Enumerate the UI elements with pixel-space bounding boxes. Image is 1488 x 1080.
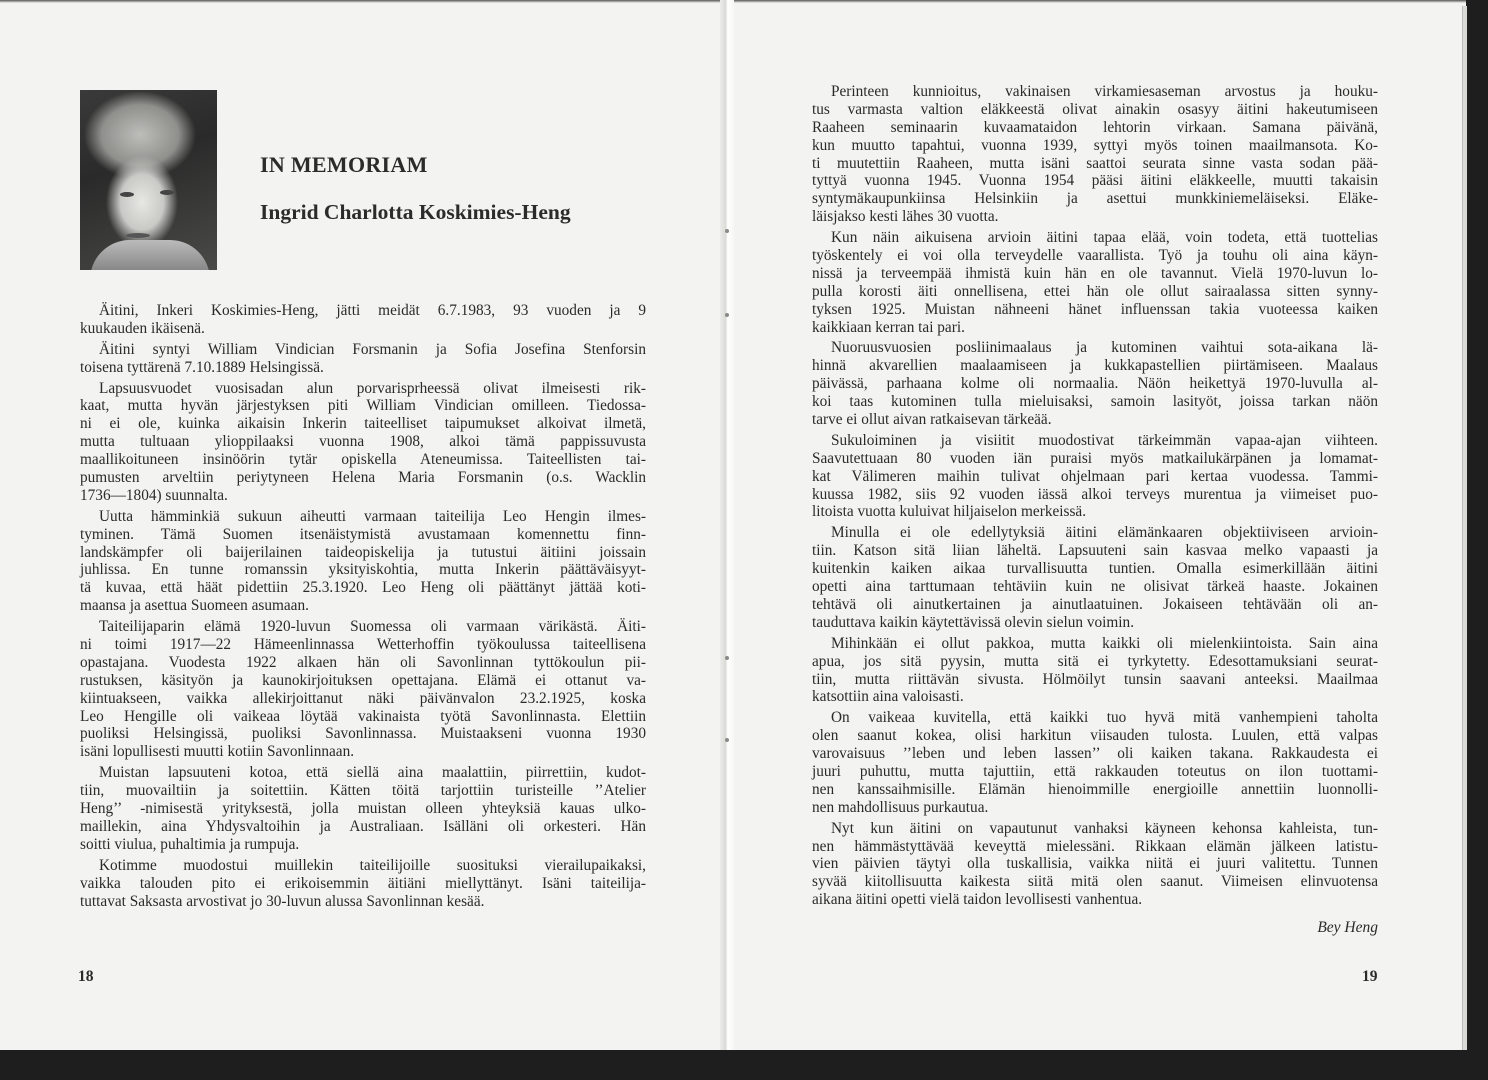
text-line: ni toimi 1917—22 Hämeenlinnassa Wetterhoffin työkoulussa taiteellisena (80, 636, 646, 654)
text-line: tauduttava kaikin käytettävissä olevin sielun voimin. (812, 613, 1135, 631)
text-line: tiin, mutta riittävän sivusta. Hölmöilyt tunsin saavani anteeksi. Maailmaa (812, 670, 1378, 688)
staple-mark (725, 229, 729, 233)
text-line: Nuoruusvuosien posliinimaalaus ja kutominen vaihtui sota-aikana lä- (831, 339, 1378, 357)
portrait-eye (120, 192, 134, 197)
text-line: koi taas kutominen tulla mieluisaksi, samoin lasityöt, joissa tarkan näön (812, 393, 1378, 411)
paragraph (812, 635, 1378, 707)
text-line: puoliksi Helsingissä, puoliksi Savonlinnassa. Muistaakseni vuonna 1930 (80, 725, 646, 743)
paragraph (812, 83, 1378, 226)
paragraph (812, 339, 1378, 428)
text-line: kat Välimeren maihin tulivat ohjelmaan pari kertaa vuodessa. Tammi- (812, 467, 1378, 485)
text-line: Lapsuusvuodet vuosisadan alun porvarisprheessä olivat ilmeisesti rik- (99, 379, 646, 397)
text-line: nen kanssaihmisille. Elämän hienoimmille energioille annettiin luonnolli- (812, 780, 1378, 798)
text-line: opastajana. Vuodesta 1922 alkaen hän oli Savonlinnan tyttökoulun pii- (80, 653, 646, 671)
paragraph (80, 857, 646, 911)
text-line: Minulla ei ole edellytyksiä äitini elämänkaaren objektiiviseen arvioin- (831, 524, 1378, 542)
text-line: Raaheen seminaarin kuvaamataidon lehtorin virkaan. Samana päivänä, (812, 118, 1378, 136)
staple-mark (725, 656, 729, 660)
subject-name: Ingrid Charlotta Koskimies-Heng (260, 200, 571, 224)
author-signature: Bey Heng (1317, 919, 1378, 936)
text-line: Saavutettuaan 80 vuoden iän puraisi myös matkailukärpänen ja lomamat- (812, 449, 1378, 467)
text-line: läisjakso kesti lähes 30 vuotta. (812, 208, 999, 226)
book-spine (720, 0, 734, 1050)
text-line: nen mahdollisuus purkautua. (812, 798, 989, 816)
text-line: varovaisuus ’’leben und leben lassen’’ oli kaiken takana. Rakkaudesta ei (812, 745, 1378, 763)
portrait-photo (80, 90, 217, 270)
text-line: tus varmasta valtion eläkkeestä olivat ainakin osasyy äitini hakeutumiseen (812, 100, 1378, 118)
text-line: pumusten arveltiin periytyneen Helena Maria Forsmanin (o.s. Wacklin (80, 469, 646, 487)
text-line: työskentely ei voi olla terveydelle vaarallista. Työ ja touhu oli aina käyn- (812, 247, 1378, 265)
text-line: pulla korosti äiti onnellisena, ettei hän ole ollut sairaalassa sitten synny- (812, 282, 1378, 300)
text-line: tä kuvaa, että häät pidettiin 25.3.1920. Leo Heng oli päättänyt jättää koti- (80, 579, 646, 597)
text-line: tyminen. Tämä Suomen itsenäistymistä avustamaan komennettu finn- (80, 525, 646, 543)
paragraph (812, 820, 1378, 909)
text-line: litoista vuotta kuluivat hiljaiselon merkeissä. (812, 503, 1087, 521)
paragraph (80, 764, 646, 853)
page-edge (1462, 6, 1467, 1050)
text-line: vaikka talouden pito ei erikoisemmin äitiäni miellyttänyt. Isäni taiteilija- (80, 874, 646, 892)
text-line: Äitini syntyi William Vindician Forsmanin ja Sofia Josefina Stenforsin (99, 340, 646, 358)
text-line: syntymäkaupunkiinsa Helsinkiin ja asettui munkkiniemeläiseksi. Eläke- (812, 190, 1378, 208)
text-line: toisena tyttärenä 7.10.1889 Helsingissä. (80, 358, 324, 376)
paragraph (80, 380, 646, 505)
text-line: juuri puhuttu, mutta tajuttiin, että rakkauden toteutus on ilon tuottami- (812, 762, 1378, 780)
text-line: Taiteilijaparin elämä 1920-luvun Suomessa oli varmaan värikästä. Äiti- (99, 618, 646, 636)
text-line: maillekin, aina Yhdysvaltoihin ja Australiaan. Isälläni oli orkesteri. Hän (80, 817, 646, 835)
text-line: Mihinkään ei ollut pakkoa, mutta kaikki oli mielenkiintoista. Sain aina (831, 634, 1378, 652)
text-line: vien päivien täytyi olla tuskallisia, vaikka niitä ei juuri valitettu. Tunnen (812, 855, 1378, 873)
text-line: tiin. Katson sitä liian läheltä. Lapsuuteni sain kasvaa melko vapaasti ja (812, 542, 1378, 560)
text-line: Muistan lapsuuteni kotoa, että siellä aina maalattiin, piirrettiin, kudot- (99, 764, 646, 782)
text-line: Kun näin aikuisena arvioin äitini tapaa elää, voin todeta, että tuottelias (831, 229, 1378, 247)
text-line: tarve ei ollut aivan ratkaisevan tärkeää. (812, 411, 1052, 429)
text-line: Nyt kun äitini on vapautunut vanhaksi käyneen kehonsa kahleista, tun- (831, 819, 1378, 837)
text-line: landskämpfer oli baijerilainen taideopiskelija ja tutustui äitiini joissain (80, 543, 646, 561)
text-line: apua, jos sitä pyysin, mutta sitä ei tyrkytetty. Edesottamuksiani seurat- (812, 652, 1378, 670)
text-line: kaat, mutta hyvän järjestyksen piti William Vindician omilleen. Tiedossa- (80, 397, 646, 415)
text-line: kuussa 1982, siis 92 vuoden iässä alkoi terveys murentua ja viimeiset puo- (812, 485, 1378, 503)
text-line: Kotimme muodostui muillekin taiteilijoille suosituksi vierailupaikaksi, (99, 856, 646, 874)
text-line: tyttyä vuonna 1945. Vuonna 1954 pääsi äitini eläkkeelle, muutti takaisin (812, 172, 1378, 190)
left-page-text (80, 302, 646, 910)
text-line: kuitenkin kaiken aikaa turvallisuutta tuntien. Omalla esimerkillään äitini (812, 560, 1378, 578)
text-line: rustuksen, käsityön ja kaunokirjoituksen opettajana. Elämä ei ottanut va- (80, 671, 646, 689)
staple-mark (725, 738, 729, 742)
text-line: kuukauden ikäisenä. (80, 319, 205, 337)
text-line: hinnä akvarellien maalaamiseen ja kukkapastellien piirtämiseen. Maalaus (812, 357, 1378, 375)
text-line: kaikkiaan kerran tai pari. (812, 318, 965, 336)
portrait-eye (160, 190, 174, 195)
text-line: maansa ja asettua Suomeen asumaan. (80, 597, 309, 615)
paragraph (812, 709, 1378, 816)
text-line: maallikoituneen insinöörin tytär opiskella Ateneumissa. Taiteellisten tai- (80, 451, 646, 469)
text-line: aikana äitini opetti vielä taidon levollisesti vanhentua. (812, 891, 1143, 909)
paragraph (80, 508, 646, 615)
text-line: syvää kiitollisuutta kaikesta siitä mitä olen saanut. Viimeisen elinvuotensa (812, 873, 1378, 891)
page-number-right: 19 (1362, 968, 1378, 985)
text-line: Perinteen kunnioitus, vakinaisen virkamiesaseman arvostus ja houku- (831, 83, 1378, 100)
memoriam-heading: IN MEMORIAM (260, 152, 428, 177)
paragraph (812, 524, 1378, 631)
page-number-left: 18 (78, 968, 94, 985)
text-line: tiin, muovailtiin ja soitettiin. Kätten töitä tarjottiin turisteille ’’Atelier (80, 782, 646, 800)
text-line: olen saanut kokea, olisi harkitun viisauden tulosta. Luulen, että valpas (812, 727, 1378, 745)
text-line: isäni lopullisesti muutti kotiin Savonlinnaan. (80, 743, 355, 761)
text-line: juhlissa. En tunne romanssin yksityiskohtia, mutta Inkerin päättäväisyyt- (80, 561, 646, 579)
text-line: Uutta hämminkiä sukuun aiheutti varmaan taiteilija Leo Hengin ilmes- (99, 507, 646, 525)
text-line: Heng’’ -nimisestä yrityksestä, jolla muistan olleen yhteyksiä kauas ulko- (80, 800, 646, 818)
text-line: Leo Hengille oli vaikeaa löytää vakinaista työtä Savonlinnasta. Elettiin (80, 707, 646, 725)
staple-mark (725, 313, 729, 317)
text-line: tehtävä oli ainutkertainen ja ainutlaatuinen. Jokaiseen tehtävään oli an- (812, 595, 1378, 613)
text-line: 1736—1804) suunnalta. (80, 486, 228, 504)
text-line: opetti aina tarttumaan tehtäviin kuin ne olisivat tärkeä haaste. Jokainen (812, 578, 1378, 596)
text-line: On vaikeaa kuvitella, että kaikki tuo hyvä mitä vanhempieni taholta (831, 709, 1378, 727)
text-line: kiintuakseen, vaikka allekirjoittanut näki päivänvalon 23.2.1925, koska (80, 689, 646, 707)
text-line: Sukuloiminen ja visiitit muodostivat tärkeimmän vapaa-ajan viihteen. (831, 431, 1378, 449)
paragraph (80, 341, 646, 377)
paragraph (80, 618, 646, 761)
text-line: tuttavat Saksasta arvostivat jo 30-luvun alussa Savonlinnan kesää. (80, 892, 485, 910)
paragraph (80, 302, 646, 338)
text-line: soitti viulua, puhaltimia ja rumpuja. (80, 835, 300, 853)
paragraph (812, 229, 1378, 336)
text-line: nissä ja terveempää ihmistä kuin hän en ole tavannut. Vielä 1970-luvun lo- (812, 264, 1378, 282)
portrait-mouth (126, 233, 150, 238)
text-line: nen hämmästyttävää keveyttä mielessäni. Rikkaan elämän jälkeen latistu- (812, 837, 1378, 855)
portrait-collar (90, 240, 210, 270)
text-line: Äitini, Inkeri Koskimies-Heng, jätti meidät 6.7.1983, 93 vuoden ja 9 (99, 302, 646, 319)
text-line: katsottiin aina valoisasti. (812, 688, 964, 706)
text-line: mutta tultuaan ylioppilaaksi vuonna 1908, alkoi tämä pappissuvusta (80, 433, 646, 451)
paragraph (812, 432, 1378, 521)
text-line: kun muutto tapahtui, vuonna 1939, syttyi myös toinen maailmansota. Ko- (812, 136, 1378, 154)
text-line: tyksen 1925. Muistan nähneeni hänet influenssan takia vuoteessa kaiken (812, 300, 1378, 318)
text-line: ni ei ole, kuinka aikaisin Inkerin taiteelliset taipumukset alkoivat ilmetä, (80, 415, 646, 433)
text-line: ti muutettiin Raaheen, mutta isäni saattoi seurata sinne vasta sodan pää- (812, 154, 1378, 172)
text-line: päivässä, parhaana kolme oli normaalia. Näön heikettyä 1970-luvulla al- (812, 375, 1378, 393)
right-page-text (812, 83, 1378, 909)
